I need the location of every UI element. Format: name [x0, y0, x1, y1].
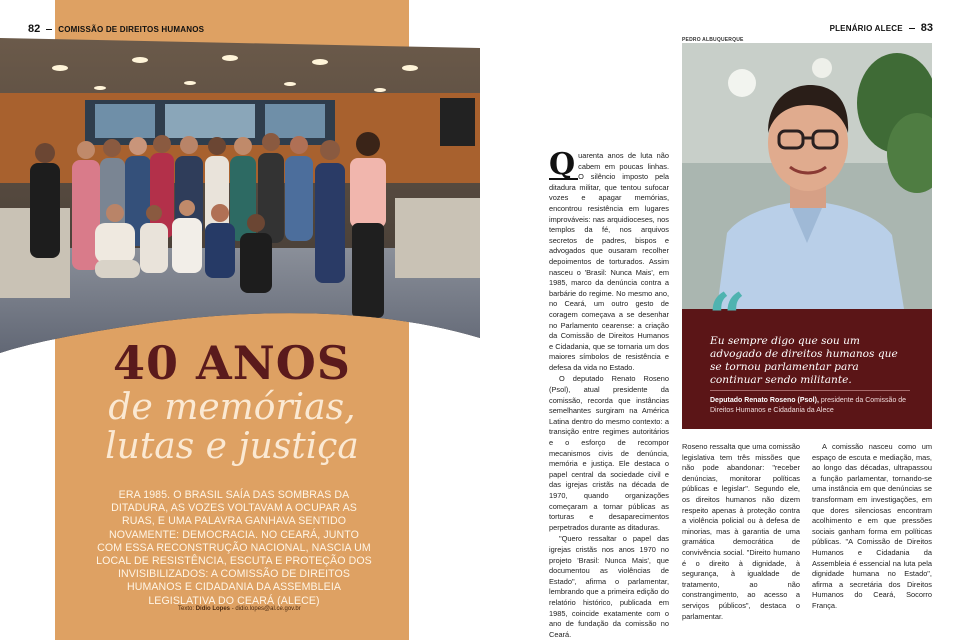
- pull-quote-attribution: [710, 396, 910, 416]
- quote-mark-icon: “: [708, 279, 746, 357]
- headline-line-1: de memórias,: [108, 387, 356, 428]
- credit-label: Texto:: [178, 606, 195, 612]
- quote-author-name: Deputado Renato Roseno (Psol),: [710, 397, 819, 404]
- article-paragraph: Roseno ressalta que uma comissão legislativa tem três missões que não pode abandonar: "receber denúncias, monitorar políticas públicas e legislar". Segundo ele, os direitos humanos não dizem respeito apenas à proteção contra a violência policial ou à defesa de minorias, mas à garantia de uma gramática democrática de convivência social. "Direito humano é o direito à dignidade, à segurança, à igualdade de tratamento, ao não constrangimento, ao acesso a serviços públicos", destaca o parlamentar.: [682, 442, 800, 621]
- intro-paragraph: ERA 1985. O BRASIL SAÍA DAS SOMBRAS DA DITADURA, AS VOZES VOLTAVAM A OCUPAR AS RUAS, E UMA PALAVRA GANHAVA SENTIDO NOVAMENTE: DEMOCRACIA. NO CEARÁ, JUNTO COM ESSA RECONSTRUÇÃO NACIONAL, NASCIA UM LOCAL DE RESISTÊNCIA, ESCUTA E PROTEÇÃO DOS INVISIBILIZADOS: A COMISSÃO DE DIREITOS HUMANOS E CIDADANIA DA ASSEMBLEIA LEGISLATIVA DO CEARÁ (ALECE): [96, 489, 372, 607]
- text-credit: [178, 606, 301, 612]
- header-rule: [46, 29, 52, 30]
- left-section-title: COMISSÃO DE DIREITOS HUMANOS: [58, 24, 205, 34]
- headline-number: 40 ANOS: [112, 336, 352, 390]
- headline-line-2: lutas e justiça: [105, 426, 359, 467]
- quote-author-role: presidente da Comissão de Direitos Humanos e Cidadania da Alece: [710, 397, 907, 414]
- left-page-header: [28, 22, 204, 36]
- credit-author: Dídio Lopes: [195, 606, 231, 612]
- article-column-3: [812, 442, 932, 613]
- article-paragraph: [549, 147, 669, 373]
- credit-email: - didio.lopes@al.ce.gov.br: [231, 606, 301, 612]
- article-column-2: [682, 442, 800, 623]
- article-paragraph: "Quero ressaltar o papel das igrejas cristãs nos anos 1970 no projeto 'Brasil: Nunca Mais', que documentou as violências de Estado", afirma o parlamentar, lembrando que a primeira edição do relatório histórico, publicada em 1985, coincide exatamente com o ano de fundação da comissão no Ceará.: [549, 534, 669, 639]
- portrait-photo-credit: PEDRO ALBUQUERQUE: [682, 37, 744, 43]
- portrait-photo: [682, 43, 932, 309]
- article-paragraph: A comissão nasceu como um espaço de escuta e mediação, mas, ao longo das décadas, ultrapassou a função parlamentar, tornando-se uma instância em que denúncias se transformam em investigações, em que dores silenciosas encontram acolhimento e em que pressões sociais ganham forma em políticas públicas. "A Comissão de Direitos Humanos e Cidadania da Assembleia é essencial na luta pela dignidade humana no Estado", afirma a secretária dos Direitos Humanos do Ceará, Socorro França.: [812, 442, 932, 610]
- left-page-number: 82: [28, 23, 41, 35]
- header-rule: [909, 28, 915, 29]
- right-page-header: [830, 22, 933, 34]
- article-paragraph: O deputado Renato Roseno (Psol), atual presidente da comissão, recorda que instâncias semelhantes surgiram na América Latina dentro do mesmo contexto: a transição entre regimes autoritários e o esforço de recompor mecanismos civis de denúncia, memória e justiça. Ele destaca o papel central da sociedade civil e das igrejas cristãs na década de 1970, quando organizações começaram a tornar públicas as torturas e desaparecimentos perpetrados durante as ditaduras.: [549, 374, 669, 532]
- group-photo: [0, 38, 480, 368]
- drop-cap: Q: [549, 152, 578, 180]
- paragraph-text: uarenta anos de luta não cabem em poucas linhas. O silêncio imposto pela ditadura militar, que tentou sufocar vozes e apagar memórias, encontrou resistência em lugares improváveis: nas arquidioceses, nos templos da fé, nos arquivos secretos de padres, bispos e advogados que ousaram recolher depoimentos de torturados. Assim nasceu o 'Brasil: Nunca Mais', em 1985, marco da denúncia contra a barbárie do regime. No mesmo ano, no Ceará, um outro gesto de coragem começava a se desenhar no Parlamento cearense: a criação da Comissão de Direitos Humanos e Cidadania, que se tornaria um dos maiores símbolos de resistência e defesa da vida no Estado.: [549, 151, 669, 372]
- right-section-title: PLENÁRIO ALECE: [829, 23, 903, 33]
- quote-divider: [710, 390, 910, 391]
- pull-quote-text: Eu sempre digo que sou um advogado de direitos humanos que se tornou parlamentar para continuar sendo militante.: [710, 335, 898, 386]
- right-page-number: 83: [920, 22, 933, 34]
- article-column-1: [549, 147, 669, 640]
